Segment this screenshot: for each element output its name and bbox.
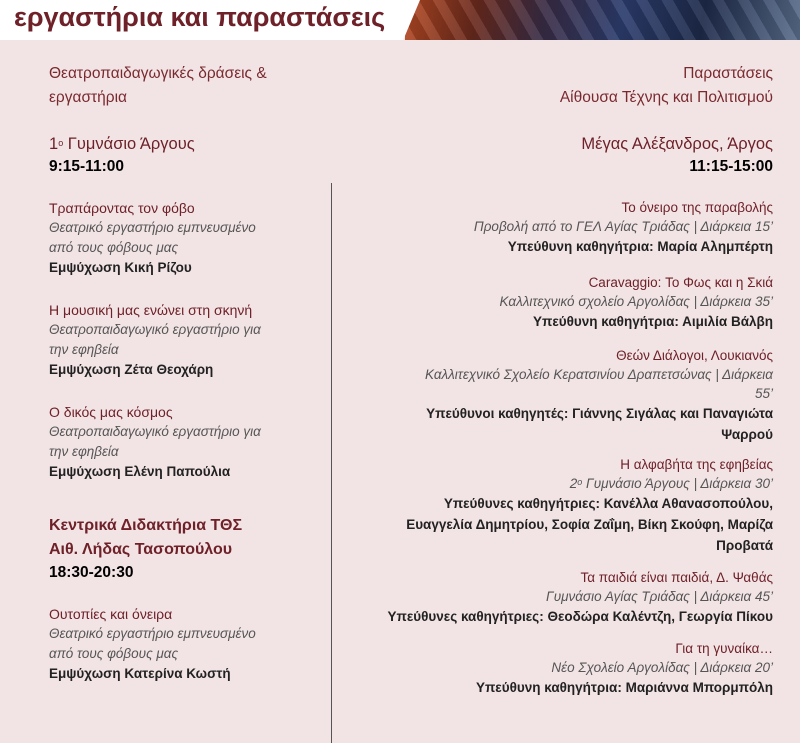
performance-title: Τα παιδιά είναι παιδιά, Δ. Ψαθάς — [580, 570, 773, 585]
workshop-title: Τραπάροντας τον φόβο — [49, 200, 195, 216]
workshop-leader: Εμψύχωση Κική Ρίζου — [49, 260, 192, 275]
section-title-line: Θεατροπαιδαγωγικές δράσεις & — [49, 65, 267, 82]
workshop-description: την εφηβεία — [49, 444, 119, 459]
workshop-description: Θεατροπαιδαγωγικό εργαστήριο για — [49, 322, 261, 337]
performance-title: Η αλφαβήτα της εφηβείας — [620, 457, 773, 472]
workshop-item — [49, 604, 319, 684]
workshop-title: Η μουσική μας ενώνει στη σκηνή — [49, 302, 253, 318]
performance-description: $2^o$ Γυμνάσιο Άργους | Διάρκεια 30’ — [569, 476, 773, 491]
performance-lead: Υπεύθυνη καθηγήτρια: Μαριάννα Μπορμπόλη — [475, 680, 773, 695]
section-title-line: Παραστάσεις — [683, 65, 773, 82]
header-artwork-image — [405, 0, 800, 40]
page-title: εργαστήρια και παραστάσεις — [14, 2, 386, 32]
workshops-column — [49, 62, 319, 684]
workshop-title: Ουτοπίες και όνειρα — [49, 606, 173, 622]
performance-lead: Υπεύθυνη καθηγήτρια: Μαρία Αλημπέρτη — [507, 239, 773, 254]
workshop-description: Θεατρικό εργαστήριο εμπνευσμένο — [49, 220, 256, 235]
performance-description: Νέο Σχολείο Αργολίδας | Διάρκεια 20’ — [551, 660, 773, 675]
workshops-section-title — [49, 62, 319, 110]
performance-lead: Ψαρρού — [721, 427, 773, 442]
venue2-room: Αιθ. Λήδας Τασοπούλου — [49, 541, 233, 558]
performance-lead: Υπεύθυνοι καθηγητές: Γιάννης Σιγάλας και Παναγιώτα — [426, 406, 773, 421]
performance-lead: Υπεύθυνες καθηγήτριες: Θεοδώρα Καλέντζη, Γεωργία Πίκου — [387, 609, 773, 624]
performance-item — [333, 346, 773, 445]
performance-item — [333, 198, 773, 257]
workshop-description: Θεατρικό εργαστήριο εμπνευσμένο — [49, 626, 256, 641]
venue-name: $1^o$ Γυμνάσιο Άργους — [49, 135, 195, 153]
performance-lead: Υπεύθυνες καθηγήτριες: Κανέλλα Αθανασοπούλου, — [443, 496, 773, 511]
workshop-title: Ο δικός μας κόσμος — [49, 404, 173, 420]
workshop-item — [49, 300, 319, 380]
performance-description: Καλλιτεχνικό Σχολείο Κερατσινίου Δραπετσώνας | Διάρκεια — [424, 367, 773, 382]
venue-name: Μέγας Αλέξανδρος, Άργος — [581, 135, 773, 153]
performance-item — [333, 568, 773, 627]
performance-description: Προβολή από το ΓΕΛ Αγίας Τριάδας | Διάρκεια 15’ — [473, 219, 773, 234]
performance-title: Για τη γυναίκα… — [675, 641, 773, 656]
performance-item — [333, 455, 773, 556]
workshop-leader: Εμψύχωση Ζέτα Θεοχάρη — [49, 362, 214, 377]
workshop-description: από τους φόβους μας — [49, 240, 179, 255]
workshop-item — [49, 402, 319, 482]
section-title-line: εργαστήρια — [49, 89, 127, 106]
performance-lead: Προβατά — [716, 538, 773, 553]
performances-column — [333, 62, 773, 698]
performance-title: Θεών Διάλογοι, Λουκιανός — [616, 348, 773, 363]
workshop-leader: Εμψύχωση Ελένη Παπούλια — [49, 464, 231, 479]
performances-section-title — [333, 62, 773, 110]
performance-description: Καλλιτεχνικό σχολείο Αργολίδας | Διάρκεια 35’ — [499, 294, 773, 309]
section-title-line: Αίθουσα Τέχνης και Πολιτισμού — [559, 89, 773, 106]
column-divider — [331, 183, 332, 743]
workshop-item — [49, 198, 319, 278]
time-slot: 9:15-11:00 — [49, 158, 124, 175]
performance-lead: Υπεύθυνη καθηγήτρια: Αιμιλία Βάλβη — [533, 314, 773, 329]
workshop-description: από τους φόβους μας — [49, 646, 179, 661]
time-slot: 11:15-15:00 — [689, 158, 773, 175]
performance-lead: Ευαγγελία Δημητρίου, Σοφία Ζαΐμη, Βίκη Σκούφη, Μαρίζα — [406, 517, 773, 532]
workshop-leader: Εμψύχωση Κατερίνα Κωστή — [49, 666, 231, 681]
performance-title: Το όνειρο της παραβολής — [621, 200, 773, 215]
venue2-name: Κεντρικά Διδακτήρια ΤΘΣ — [49, 517, 243, 534]
performance-title: Caravaggio: Το Φως και η Σκιά — [588, 275, 773, 290]
performance-item — [333, 639, 773, 698]
performance-description: 55’ — [754, 386, 773, 401]
performance-description: Γυμνάσιο Αγίας Τριάδας | Διάρκεια 45’ — [546, 589, 773, 604]
workshop-description: την εφηβεία — [49, 342, 119, 357]
performance-item — [333, 273, 773, 332]
workshop-description: Θεατροπαιδαγωγικό εργαστήριο για — [49, 424, 261, 439]
time-slot: 18:30-20:30 — [49, 564, 134, 581]
